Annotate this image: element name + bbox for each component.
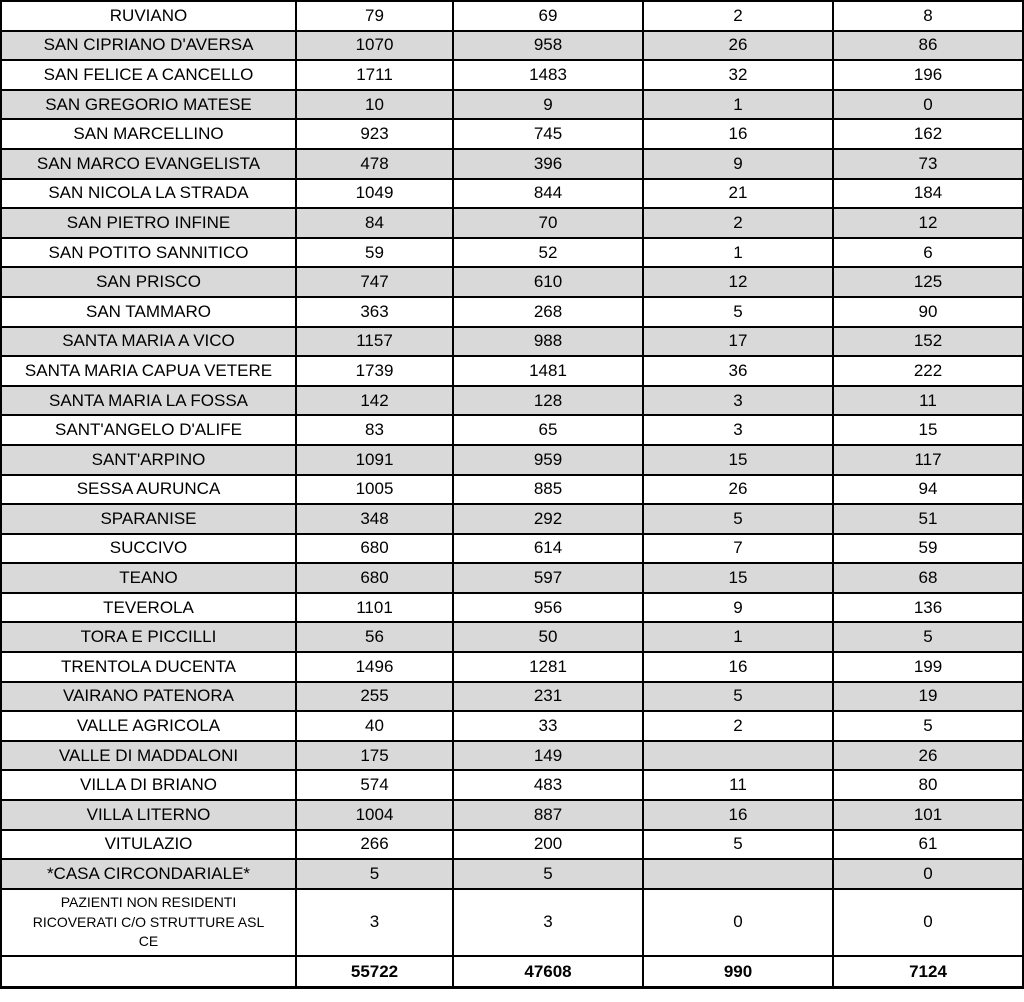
value-cell: 597 <box>453 563 643 593</box>
table-row <box>1 179 1023 209</box>
value-cell: 16 <box>643 119 833 149</box>
value-cell: 0 <box>643 889 833 956</box>
value-cell: 222 <box>833 356 1023 386</box>
municipality-cell: VAIRANO PATENORA <box>1 682 296 712</box>
value-cell: 1070 <box>296 31 453 61</box>
value-cell <box>643 741 833 771</box>
value-cell: 50 <box>453 622 643 652</box>
value-cell: 5 <box>643 830 833 860</box>
municipality-cell: VALLE AGRICOLA <box>1 711 296 741</box>
value-cell: 5 <box>833 622 1023 652</box>
table-row <box>1 208 1023 238</box>
value-cell: 1711 <box>296 60 453 90</box>
value-cell: 142 <box>296 386 453 416</box>
value-cell: 363 <box>296 297 453 327</box>
value-cell: 36 <box>643 356 833 386</box>
municipality-cell: TEANO <box>1 563 296 593</box>
value-cell: 149 <box>453 741 643 771</box>
table-row <box>1 415 1023 445</box>
value-cell: 101 <box>833 800 1023 830</box>
table-row <box>1 1 1023 31</box>
value-cell: 1496 <box>296 652 453 682</box>
table-body <box>1 1 1023 956</box>
value-cell: 0 <box>833 859 1023 889</box>
table-row <box>1 652 1023 682</box>
table-row <box>1 475 1023 505</box>
municipality-cell: VALLE DI MADDALONI <box>1 741 296 771</box>
value-cell: 59 <box>833 534 1023 564</box>
totals-row <box>1 956 1023 988</box>
value-cell: 2 <box>643 711 833 741</box>
value-cell: 117 <box>833 445 1023 475</box>
value-cell: 1483 <box>453 60 643 90</box>
value-cell: 396 <box>453 149 643 179</box>
table-row <box>1 356 1023 386</box>
totals-value-cell: 47608 <box>453 956 643 988</box>
value-cell: 959 <box>453 445 643 475</box>
table-row <box>1 149 1023 179</box>
value-cell: 15 <box>643 563 833 593</box>
value-cell: 136 <box>833 593 1023 623</box>
totals-label-cell <box>1 956 296 988</box>
municipality-cell: *CASA CIRCONDARIALE* <box>1 859 296 889</box>
value-cell: 80 <box>833 770 1023 800</box>
municipality-cell: SESSA AURUNCA <box>1 475 296 505</box>
value-cell: 6 <box>833 238 1023 268</box>
value-cell: 3 <box>643 415 833 445</box>
totals-value-cell: 7124 <box>833 956 1023 988</box>
totals-value-cell: 55722 <box>296 956 453 988</box>
value-cell: 79 <box>296 1 453 31</box>
value-cell: 69 <box>453 1 643 31</box>
value-cell: 483 <box>453 770 643 800</box>
value-cell: 61 <box>833 830 1023 860</box>
value-cell: 1 <box>643 238 833 268</box>
value-cell: 9 <box>643 149 833 179</box>
municipality-cell: TEVEROLA <box>1 593 296 623</box>
value-cell: 1091 <box>296 445 453 475</box>
municipality-cell: SAN MARCO EVANGELISTA <box>1 149 296 179</box>
value-cell: 958 <box>453 31 643 61</box>
municipality-cell: PAZIENTI NON RESIDENTI RICOVERATI C/O STRUTTURE ASL CE <box>1 889 296 956</box>
value-cell: 8 <box>833 1 1023 31</box>
value-cell: 3 <box>643 386 833 416</box>
value-cell: 5 <box>833 711 1023 741</box>
value-cell: 0 <box>833 90 1023 120</box>
value-cell: 94 <box>833 475 1023 505</box>
table-row <box>1 327 1023 357</box>
value-cell: 86 <box>833 31 1023 61</box>
value-cell: 9 <box>643 593 833 623</box>
value-cell: 59 <box>296 238 453 268</box>
municipality-cell: TORA E PICCILLI <box>1 622 296 652</box>
value-cell: 184 <box>833 179 1023 209</box>
municipality-cell: SPARANISE <box>1 504 296 534</box>
value-cell: 11 <box>643 770 833 800</box>
table-row <box>1 682 1023 712</box>
value-cell: 16 <box>643 652 833 682</box>
value-cell: 0 <box>833 889 1023 956</box>
value-cell: 923 <box>296 119 453 149</box>
value-cell: 10 <box>296 90 453 120</box>
totals-value-cell: 990 <box>643 956 833 988</box>
value-cell: 9 <box>453 90 643 120</box>
value-cell: 200 <box>453 830 643 860</box>
value-cell: 348 <box>296 504 453 534</box>
table-row <box>1 90 1023 120</box>
value-cell: 1739 <box>296 356 453 386</box>
table-row <box>1 800 1023 830</box>
table-row <box>1 445 1023 475</box>
value-cell: 12 <box>833 208 1023 238</box>
municipality-cell: SAN FELICE A CANCELLO <box>1 60 296 90</box>
municipality-cell: VILLA DI BRIANO <box>1 770 296 800</box>
value-cell: 21 <box>643 179 833 209</box>
value-cell: 70 <box>453 208 643 238</box>
value-cell: 478 <box>296 149 453 179</box>
value-cell: 11 <box>833 386 1023 416</box>
value-cell: 2 <box>643 208 833 238</box>
value-cell: 268 <box>453 297 643 327</box>
value-cell: 16 <box>643 800 833 830</box>
municipality-cell: SAN GREGORIO MATESE <box>1 90 296 120</box>
value-cell: 231 <box>453 682 643 712</box>
value-cell: 73 <box>833 149 1023 179</box>
value-cell: 7 <box>643 534 833 564</box>
value-cell: 885 <box>453 475 643 505</box>
table-row <box>1 238 1023 268</box>
value-cell: 84 <box>296 208 453 238</box>
value-cell: 68 <box>833 563 1023 593</box>
value-cell: 199 <box>833 652 1023 682</box>
table-row <box>1 31 1023 61</box>
municipality-cell: SANTA MARIA LA FOSSA <box>1 386 296 416</box>
value-cell: 680 <box>296 534 453 564</box>
municipality-cell: SAN CIPRIANO D'AVERSA <box>1 31 296 61</box>
table-row <box>1 386 1023 416</box>
value-cell: 610 <box>453 267 643 297</box>
value-cell: 255 <box>296 682 453 712</box>
value-cell: 956 <box>453 593 643 623</box>
municipality-cell: SAN NICOLA LA STRADA <box>1 179 296 209</box>
table-row <box>1 504 1023 534</box>
municipality-cell: SAN TAMMARO <box>1 297 296 327</box>
value-cell: 26 <box>833 741 1023 771</box>
value-cell: 128 <box>453 386 643 416</box>
value-cell: 887 <box>453 800 643 830</box>
municipality-cell: SANT'ANGELO D'ALIFE <box>1 415 296 445</box>
value-cell: 5 <box>643 682 833 712</box>
value-cell: 175 <box>296 741 453 771</box>
municipality-cell: SANT'ARPINO <box>1 445 296 475</box>
value-cell: 1049 <box>296 179 453 209</box>
value-cell <box>643 859 833 889</box>
table-row <box>1 267 1023 297</box>
table-row <box>1 830 1023 860</box>
totals-body <box>1 956 1023 988</box>
value-cell: 614 <box>453 534 643 564</box>
value-cell: 32 <box>643 60 833 90</box>
value-cell: 2 <box>643 1 833 31</box>
value-cell: 5 <box>643 297 833 327</box>
value-cell: 747 <box>296 267 453 297</box>
table-row <box>1 889 1023 956</box>
municipality-cell: VILLA LITERNO <box>1 800 296 830</box>
value-cell: 52 <box>453 238 643 268</box>
value-cell: 152 <box>833 327 1023 357</box>
table-row <box>1 593 1023 623</box>
value-cell: 125 <box>833 267 1023 297</box>
table-row <box>1 622 1023 652</box>
value-cell: 680 <box>296 563 453 593</box>
municipality-cell: SAN PRISCO <box>1 267 296 297</box>
value-cell: 162 <box>833 119 1023 149</box>
value-cell: 5 <box>453 859 643 889</box>
municipality-cell: TRENTOLA DUCENTA <box>1 652 296 682</box>
value-cell: 1005 <box>296 475 453 505</box>
value-cell: 65 <box>453 415 643 445</box>
value-cell: 33 <box>453 711 643 741</box>
value-cell: 844 <box>453 179 643 209</box>
value-cell: 19 <box>833 682 1023 712</box>
table-row <box>1 297 1023 327</box>
value-cell: 574 <box>296 770 453 800</box>
value-cell: 1 <box>643 90 833 120</box>
value-cell: 5 <box>643 504 833 534</box>
value-cell: 15 <box>833 415 1023 445</box>
table-row <box>1 60 1023 90</box>
value-cell: 1004 <box>296 800 453 830</box>
value-cell: 1157 <box>296 327 453 357</box>
value-cell: 1 <box>643 622 833 652</box>
municipality-cell: RUVIANO <box>1 1 296 31</box>
value-cell: 3 <box>296 889 453 956</box>
value-cell: 1481 <box>453 356 643 386</box>
table-row <box>1 534 1023 564</box>
value-cell: 5 <box>296 859 453 889</box>
value-cell: 292 <box>453 504 643 534</box>
value-cell: 15 <box>643 445 833 475</box>
table-row <box>1 711 1023 741</box>
municipality-cell: VITULAZIO <box>1 830 296 860</box>
table-row <box>1 770 1023 800</box>
value-cell: 196 <box>833 60 1023 90</box>
table-row <box>1 563 1023 593</box>
table-row <box>1 859 1023 889</box>
municipality-cell: SUCCIVO <box>1 534 296 564</box>
value-cell: 17 <box>643 327 833 357</box>
value-cell: 26 <box>643 475 833 505</box>
value-cell: 1101 <box>296 593 453 623</box>
municipality-cell: SAN MARCELLINO <box>1 119 296 149</box>
value-cell: 1281 <box>453 652 643 682</box>
value-cell: 3 <box>453 889 643 956</box>
value-cell: 83 <box>296 415 453 445</box>
municipality-cell: SANTA MARIA A VICO <box>1 327 296 357</box>
value-cell: 745 <box>453 119 643 149</box>
municipality-cell: SAN PIETRO INFINE <box>1 208 296 238</box>
value-cell: 56 <box>296 622 453 652</box>
municipality-cell: SANTA MARIA CAPUA VETERE <box>1 356 296 386</box>
value-cell: 51 <box>833 504 1023 534</box>
municipality-cell: SAN POTITO SANNITICO <box>1 238 296 268</box>
value-cell: 26 <box>643 31 833 61</box>
value-cell: 40 <box>296 711 453 741</box>
value-cell: 988 <box>453 327 643 357</box>
table-row <box>1 741 1023 771</box>
table-row <box>1 119 1023 149</box>
value-cell: 12 <box>643 267 833 297</box>
value-cell: 266 <box>296 830 453 860</box>
value-cell: 90 <box>833 297 1023 327</box>
